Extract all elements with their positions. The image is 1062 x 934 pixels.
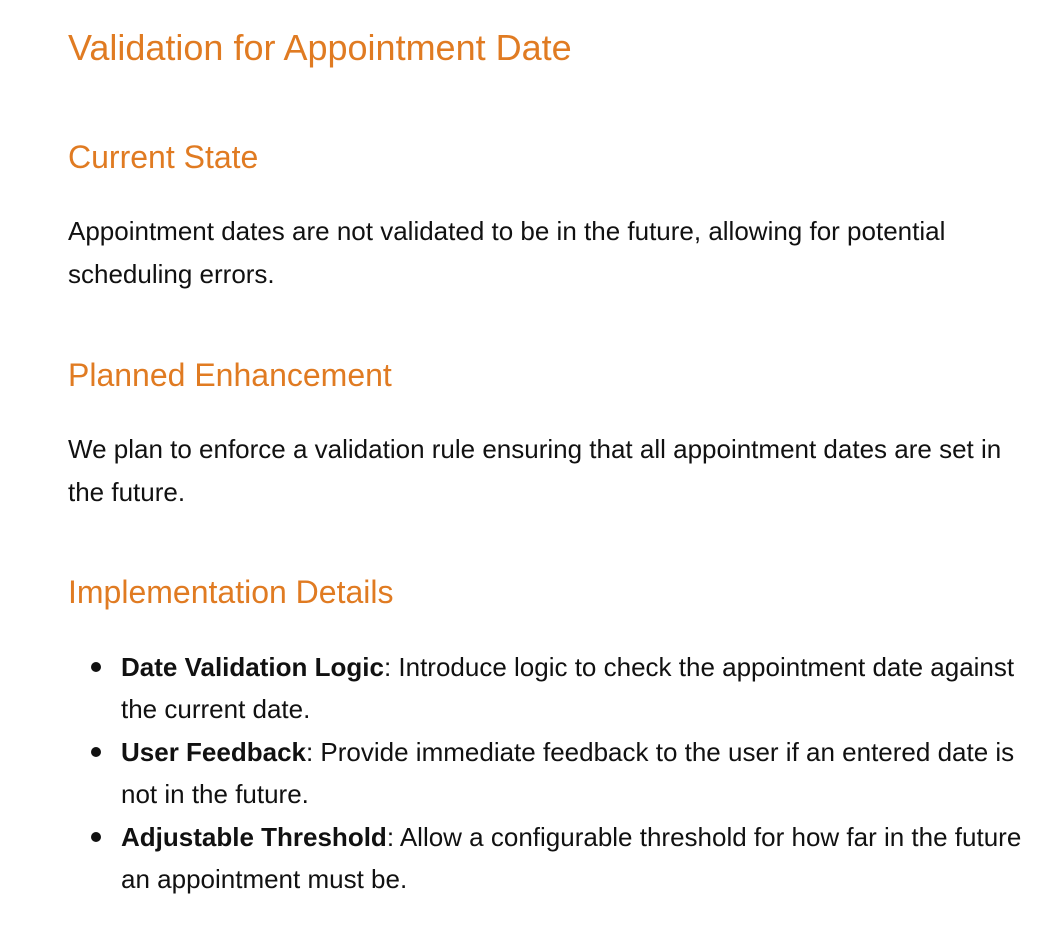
list-item-text: : Introduce logic to check the appointment date against the current date.: [121, 652, 1015, 724]
implementation-details-list: [68, 646, 1043, 901]
bullet-icon: [91, 832, 101, 842]
list-item-text: : Allow a configurable threshold for how far in the future an appointment must be.: [121, 822, 1022, 894]
page-title: Validation for Appointment Date: [68, 27, 572, 68]
section-body-current-state: Appointment dates are not validated to be in the future, allowing for potential scheduling errors.: [68, 216, 946, 289]
list-item-term: Date Validation Logic: [121, 652, 384, 682]
section-heading-planned-enhancement: Planned Enhancement: [68, 357, 392, 393]
list-item-term: User Feedback: [121, 737, 306, 767]
section-body-planned-enhancement: We plan to enforce a validation rule ensuring that all appointment dates are set in the future.: [68, 434, 1002, 507]
list-item: [68, 646, 1043, 730]
bullet-icon: [91, 747, 101, 757]
list-item-term: Adjustable Threshold: [121, 822, 387, 852]
bullet-icon: [91, 662, 101, 672]
list-item: [68, 816, 1043, 900]
list-item-text: : Provide immediate feedback to the user if an entered date is not in the future.: [121, 737, 1015, 809]
section-heading-implementation-details: Implementation Details: [68, 574, 394, 610]
list-item: [68, 731, 1043, 815]
section-heading-current-state: Current State: [68, 139, 259, 175]
